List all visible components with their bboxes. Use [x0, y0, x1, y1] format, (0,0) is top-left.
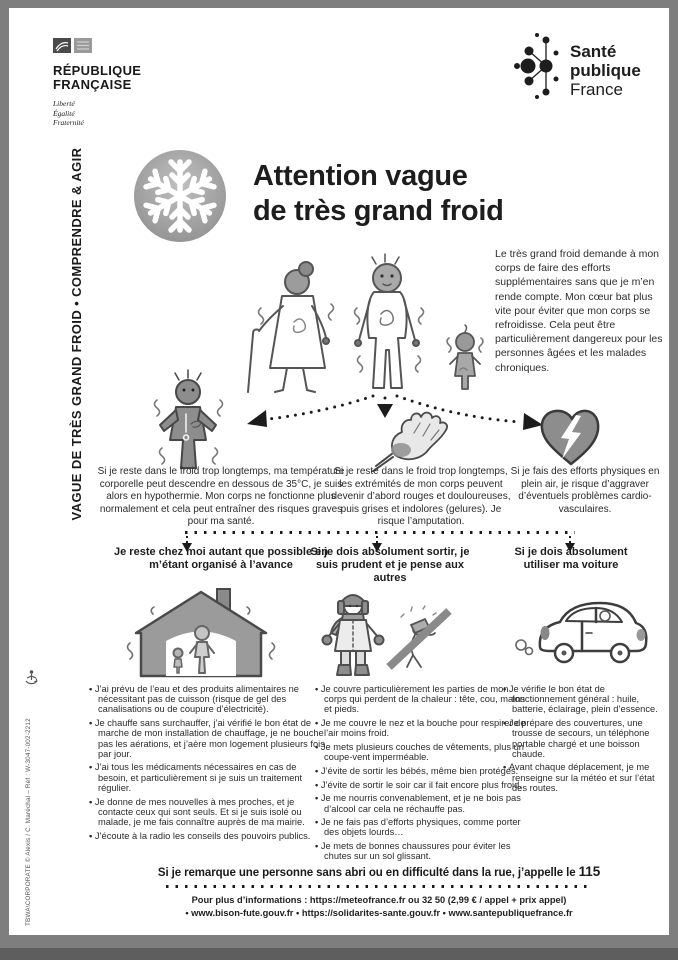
snowflake-icon	[133, 149, 227, 243]
risk-text-hypothermia: Si je reste dans le froid trop longtemps, ma température corporelle peut descendre en dessous de 35°C, je suis alors en hypothermie. Mon corps ne fonctionne plus normalement et cela peut entraîner des risques graves pour ma santé.	[97, 466, 345, 527]
list-item: • J’ai prévu de l’eau et des produits alimentaires ne nécessitant pas de cuisson (risque de gel des canalisations ou de coupure d’électricité).	[89, 684, 327, 715]
gov-name-line2: FRANÇAISE	[53, 77, 132, 92]
gov-motto: Liberté Égalité Fraternité	[53, 99, 84, 127]
list-item: • J’ai tous les médicaments nécessaires en cas de besoin, et particulièrement si je suis un traitement régulier.	[89, 762, 327, 793]
list-item: • Je mets de bonnes chaussures pour éviter les chutes sur un sol glissant.	[315, 841, 529, 861]
list-item: • Je me couvre le nez et la bouche pour respirer de l’air moins froid.	[315, 718, 529, 738]
action-list-go-out	[315, 684, 529, 865]
list-item: • Je chauffe sans surchauffer, j’ai vérifié le bon état de marche de mon installation de chauffage, je ne bouche pas les aérations, et j’aère mon logement plusieurs fois par jour.	[89, 718, 327, 759]
footer-info	[119, 894, 639, 920]
list-item: • J’écoute à la radio les conseils des pouvoirs publics.	[89, 831, 327, 841]
intro-paragraph: Le très grand froid demande à mon corps de faire des efforts supplémentaires sans que je m’en rende compte. Mon cœur bat plus vite pour éviter que mon corps se refroidisse. Cela peut être particulièrement dangereux pour les personnes âgées et les malades chroniques.	[495, 248, 663, 374]
credits-vertical: TBWA\CORPORATE © Alexis / C. Maréchal – Réf : W-3047-002-2212	[25, 718, 32, 926]
dotted-divider	[185, 531, 575, 534]
list-item: • Je couvre particulièrement les parties de mon corps qui perdent de la chaleur : tête, cou, mains et pieds.	[315, 684, 529, 715]
risk-text-frostbite: Si je reste dans le froid trop longtemps, les extrémités de mon corps peuvent devenir d’abord rouges et douloureuses, puis grises et indolores (gelures). Je risque l’amputation.	[331, 466, 511, 527]
snowflake-badge	[133, 149, 227, 248]
prohibition-slash	[389, 611, 449, 667]
gov-name	[53, 64, 141, 92]
cardio-heart-icon	[542, 411, 598, 464]
street-banner	[129, 864, 629, 879]
gov-logo	[53, 38, 141, 128]
cold-people-illustration	[129, 252, 664, 472]
list-item: • Je vérifie le bon état de fonctionnement général : huile, batterie, éclairage, plein d’essence.	[503, 684, 671, 715]
baby-figure	[450, 325, 480, 389]
list-item: • Je prépare des couvertures, une trousse de secours, un téléphone portable chargé et une boisson chaude.	[503, 718, 671, 759]
list-item: • J’évite de sortir le soir car il fait encore plus froid.	[315, 780, 529, 790]
elderly-figure	[248, 262, 329, 392]
spf-logo	[514, 33, 641, 99]
hypothermia-figure	[160, 370, 216, 468]
footer-line1: Pour plus d’informations : https://meteofrance.fr ou 32 50 (2,99 € / appel + prix appel)	[191, 895, 567, 905]
risk-text-cardio: Si je fais des efforts physiques en plein air, je risque d’aggraver d’éventuels problèmes cardio-vasculaires.	[510, 466, 660, 515]
page-title-line1: Attention vague	[253, 160, 468, 192]
action-heading-go-out: Si je dois absolument sortir, je suis prudent et je pense aux autres	[310, 546, 470, 584]
list-item: • Je donne de mes nouvelles à mes proches, et je contacte ceux qui sont seuls. Et si je suis isolé ou malade, je me fais connaître auprès de ma mairie.	[89, 797, 327, 828]
list-item: • Je ne fais pas d’efforts physiques, comme porter des objets lourds…	[315, 817, 529, 837]
spf-wordmark: Santé publique France	[570, 42, 641, 99]
viewer-margin	[0, 948, 678, 960]
list-item: • Avant chaque déplacement, je me renseigne sur la météo et sur l’état des routes.	[503, 762, 671, 793]
action-heading-stay-home: Je reste chez moi autant que possible en m’étant organisé à l’avance	[114, 546, 328, 571]
gov-name-line1: RÉPUBLIQUE	[53, 63, 142, 78]
list-item: • J’évite de sortir les bébés, même bien protégés.	[315, 766, 529, 776]
list-item: • Je me nourris convenablement, et je ne bois pas d’alcool car cela ne réchauffe pas.	[315, 793, 529, 813]
dotted-divider-banner	[166, 885, 588, 888]
adult-figure	[355, 254, 419, 388]
poster-page	[9, 8, 669, 935]
footer-line2: • www.bison-fute.gouv.fr • https://solidarites-sante.gouv.fr • www.santepubliquefrance.fr	[185, 908, 573, 918]
spf-dots-icon	[514, 33, 560, 99]
action-list-car	[503, 684, 671, 797]
house-illustration	[114, 585, 289, 680]
frostbite-hand	[372, 413, 447, 472]
list-item: • Je mets plusieurs couches de vêtements, plus un coupe-vent imperméable.	[315, 742, 529, 762]
banner-text: Si je remarque une personne sans abri ou en difficulté dans la rue, j’appelle le	[157, 867, 576, 879]
page-title	[253, 159, 593, 229]
action-heading-car: Si je dois absolument utiliser ma voiture	[514, 546, 628, 571]
action-list-stay-home	[89, 684, 327, 844]
page-title-line2: de très grand froid	[253, 195, 504, 227]
marianne-flag-icon	[53, 38, 93, 54]
side-label: VAGUE DE TRÈS GRAND FROID • COMPRENDRE & AGIR	[69, 147, 84, 521]
dotted-arrows	[269, 396, 521, 422]
banner-number: 115	[578, 864, 601, 879]
warm-clothes-illustration	[315, 587, 465, 683]
car-illustration	[512, 595, 652, 672]
